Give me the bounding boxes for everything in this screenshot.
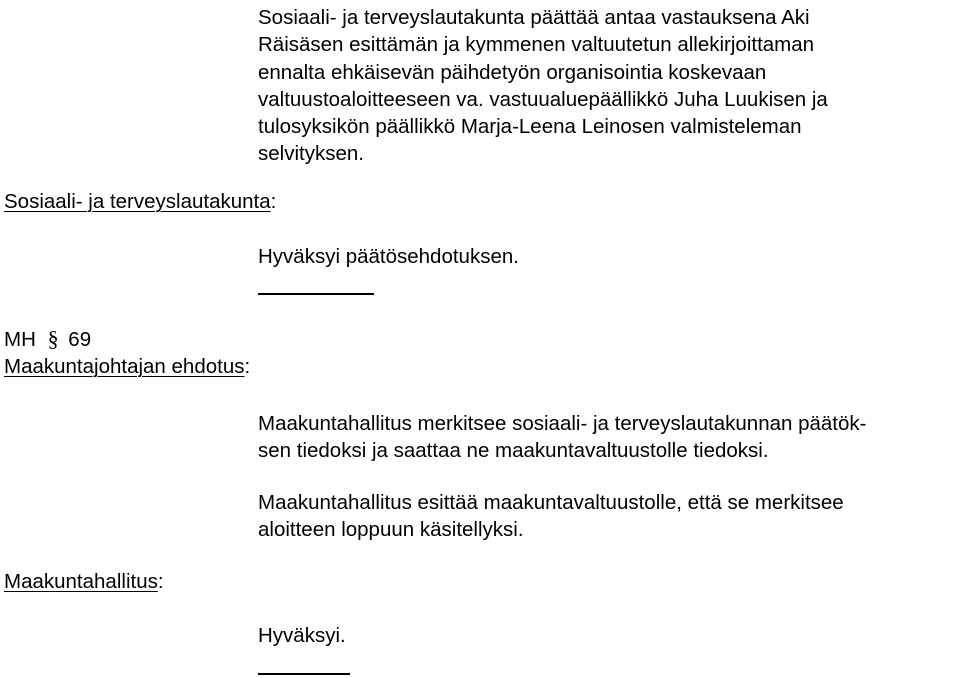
hallitus-label-text: Maakuntahallitus [4, 570, 158, 593]
lautakunta-proposal-paragraph [258, 4, 828, 168]
lautakunta-label [4, 190, 276, 214]
item-number-value: 69 [68, 328, 92, 351]
paragraph-line: aloitteen loppuun käsitellyksi. [258, 518, 524, 541]
item-number [4, 326, 91, 352]
paragraph-line: selvityksen. [258, 142, 364, 166]
paragraph-line: Maakuntahallitus merkitsee sosiaali- ja terveyslautakunnan päätök- [258, 412, 867, 435]
paragraph-line: ennalta ehkäisevän päihdetyön organisointia koskevaan [258, 60, 767, 84]
paragraph-line: Sosiaali- ja terveyslautakunta päättää antaa vastauksena Aki [258, 6, 810, 29]
hallitus-decision: Hyväksyi. [258, 624, 346, 647]
label-colon: : [270, 190, 277, 213]
decision-underline [258, 293, 374, 295]
hallitus-label [4, 570, 164, 594]
lautakunta-label-text: Sosiaali- ja terveyslautakunta [4, 190, 271, 213]
label-colon: : [244, 355, 251, 378]
paragraph-line: valtuustoaloitteeseen va. vastuualuepäällikkö Juha Luukisen ja [258, 87, 828, 111]
lautakunta-decision: Hyväksyi päätösehdotuksen. [258, 245, 519, 268]
section-symbol: § [47, 326, 59, 351]
johtaja-label-text: Maakuntajohtajan ehdotus [4, 355, 245, 378]
paragraph-line: sen tiedoksi ja saattaa ne maakuntavaltuustolle tiedoksi. [258, 439, 769, 462]
decision-underline [258, 673, 350, 675]
paragraph-line: Maakuntahallitus esittää maakuntavaltuustolle, että se merkitsee [258, 491, 844, 514]
item-code: MH [4, 328, 36, 351]
johtaja-proposal-paragraph-2 [258, 489, 844, 543]
johtaja-proposal-paragraph-1 [258, 410, 866, 464]
johtaja-label [4, 355, 250, 379]
paragraph-line: tulosyksikön päällikkö Marja-Leena Leinosen valmisteleman [258, 115, 802, 139]
label-colon: : [157, 570, 164, 593]
paragraph-line: Räisäsen esittämän ja kymmenen valtuutetun allekirjoittaman [258, 33, 815, 57]
